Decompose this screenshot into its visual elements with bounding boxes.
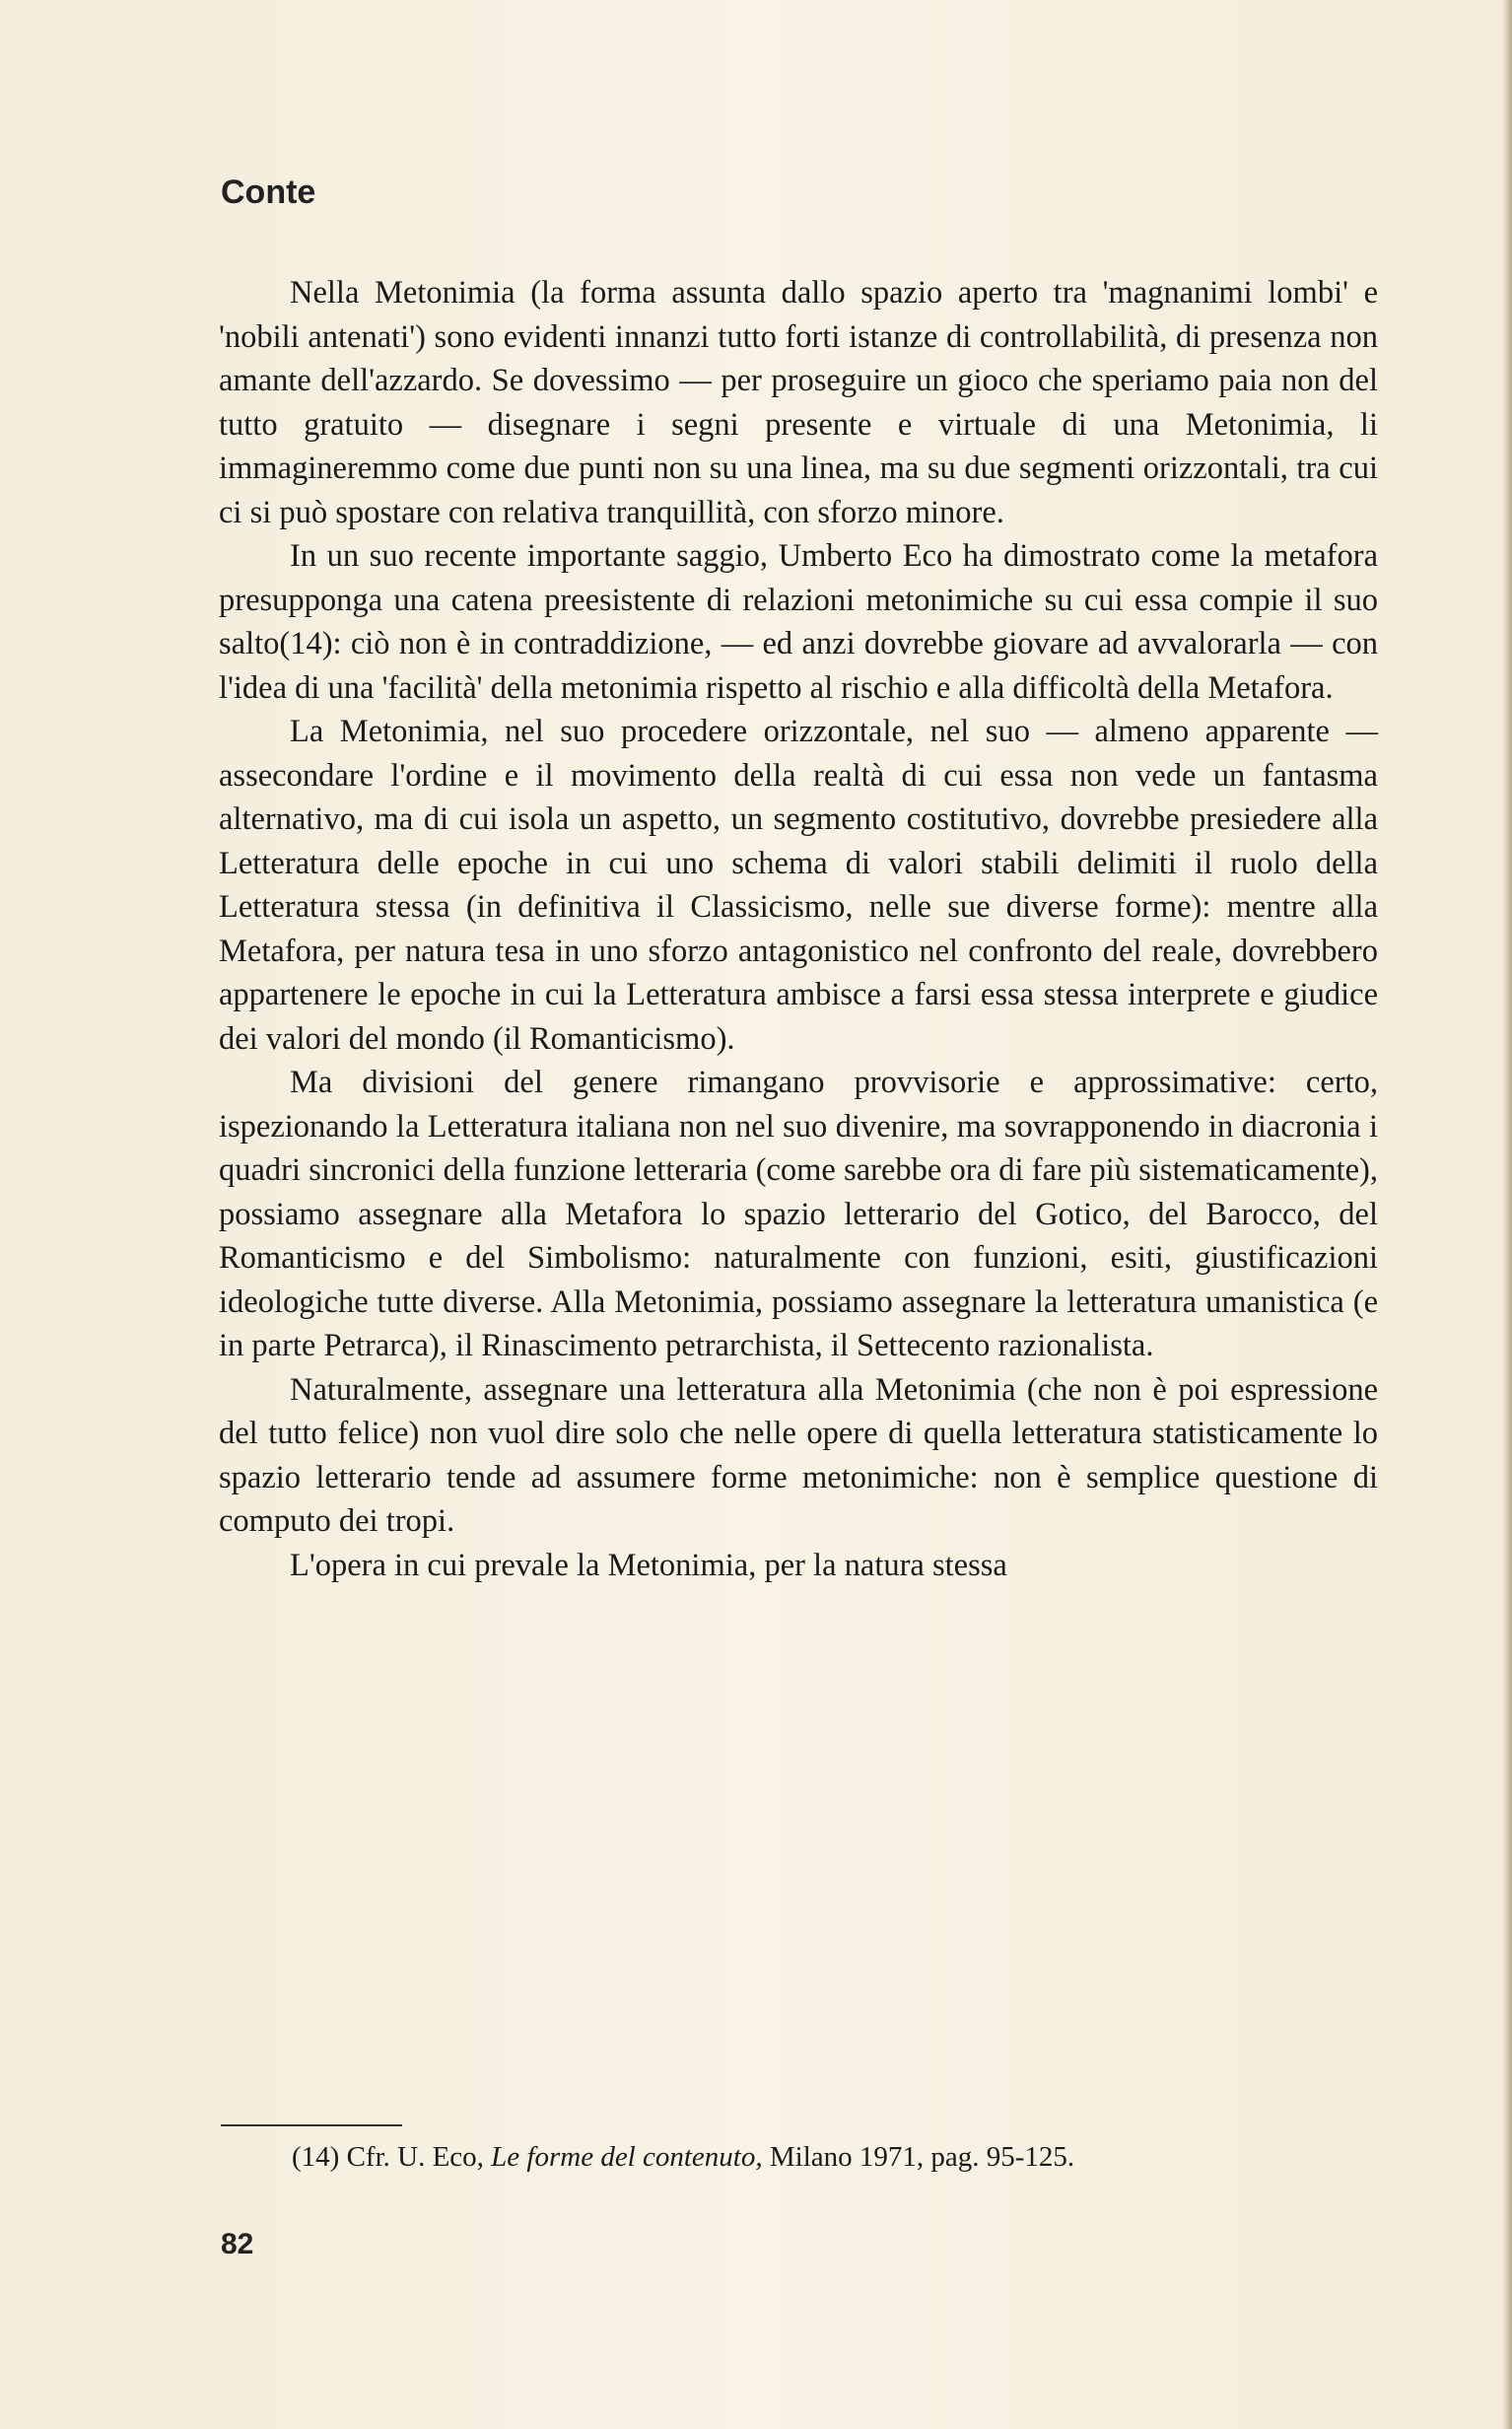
footnote-suffix: Milano 1971, pag. 95-125.: [762, 2141, 1075, 2173]
paragraph-3: La Metonimia, nel suo procedere orizzontale, nel suo — almeno apparente — assecondare l'ordine e il movimento della realtà di cui essa non vede un fantasma alternativo, ma di cui isola un aspetto, un segmento costitutivo, dovrebbe presiedere alla Letteratura delle epoche in cui uno schema di valori stabili delimiti il ruolo della Letteratura stessa (in definitiva il Classicismo, nelle sue diverse forme): mentre alla Metafora, per natura tesa in uno sforzo antagonistico nel confronto del reale, dovrebbero appartenere le epoche in cui la Letteratura ambisce a farsi essa stessa interprete e giudice dei valori del mondo (il Romanticismo).: [219, 714, 1378, 1057]
page-edge-shadow: [1502, 0, 1512, 2429]
paragraph-4: Ma divisioni del genere rimangano provvisorie e approssimative: certo, ispezionando la Letteratura italiana non nel suo divenire, ma sovrapponendo in diacronia i quadri sincronici della funzione letteraria (come sarebbe ora di fare più sistematicamente), possiamo assegnare alla Metafora lo spazio letterario del Gotico, del Barocco, del Romanticismo e del Simbolismo: naturalmente con funzioni, esiti, giustificazioni ideologiche tutte diverse. Alla Metonimia, possiamo assegnare la letteratura umanistica (e in parte Petrarca), il Rinascimento petrarchista, il Settecento razionalista.: [219, 1065, 1378, 1363]
paragraph-2: In un suo recente importante saggio, Umberto Eco ha dimostrato come la metafora presupponga una catena preesistente di relazioni metonimiche su cui essa compie il suo salto(14): ciò non è in contraddizione, — ed anzi dovrebbe giovare ad avvalorarla — con l'idea di una 'facilità' della metonimia rispetto al rischio e alla difficoltà della Metafora.: [219, 538, 1378, 706]
footnote-prefix: (14) Cfr. U. Eco,: [292, 2141, 492, 2173]
paragraph-1: Nella Metonimia (la forma assunta dallo spazio aperto tra 'magnanimi lombi' e 'nobili antenati') sono evidenti innanzi tutto forti istanze di controllabilità, di presenza non amante dell'azzardo. Se dovessimo — per proseguire un gioco che speriamo paia non del tutto gratuito — disegnare i segni presente e virtuale di una Metonimia, li immagineremmo come due punti non su una linea, ma su due segmenti orizzontali, tra cui ci si può spostare con relativa tranquillità, con sforzo minore.: [219, 275, 1378, 530]
paragraph-6: L'opera in cui prevale la Metonimia, per la natura stessa: [290, 1547, 1007, 1583]
page-number: 82: [221, 2228, 254, 2260]
footnote: [221, 2137, 1378, 2177]
running-header: Conte: [221, 174, 316, 211]
paragraph-5: Naturalmente, assegnare una letteratura alla Metonimia (che non è poi espressione del tutto felice) non vuol dire solo che nelle opere di quella letteratura statisticamente lo spazio letterario tende ad assumere forme metonimiche: non è semplice questione di computo dei tropi.: [219, 1371, 1378, 1539]
footnote-rule: [221, 2124, 402, 2126]
footnote-title: Le forme del contenuto,: [491, 2141, 763, 2173]
body-text: [219, 271, 1378, 1587]
